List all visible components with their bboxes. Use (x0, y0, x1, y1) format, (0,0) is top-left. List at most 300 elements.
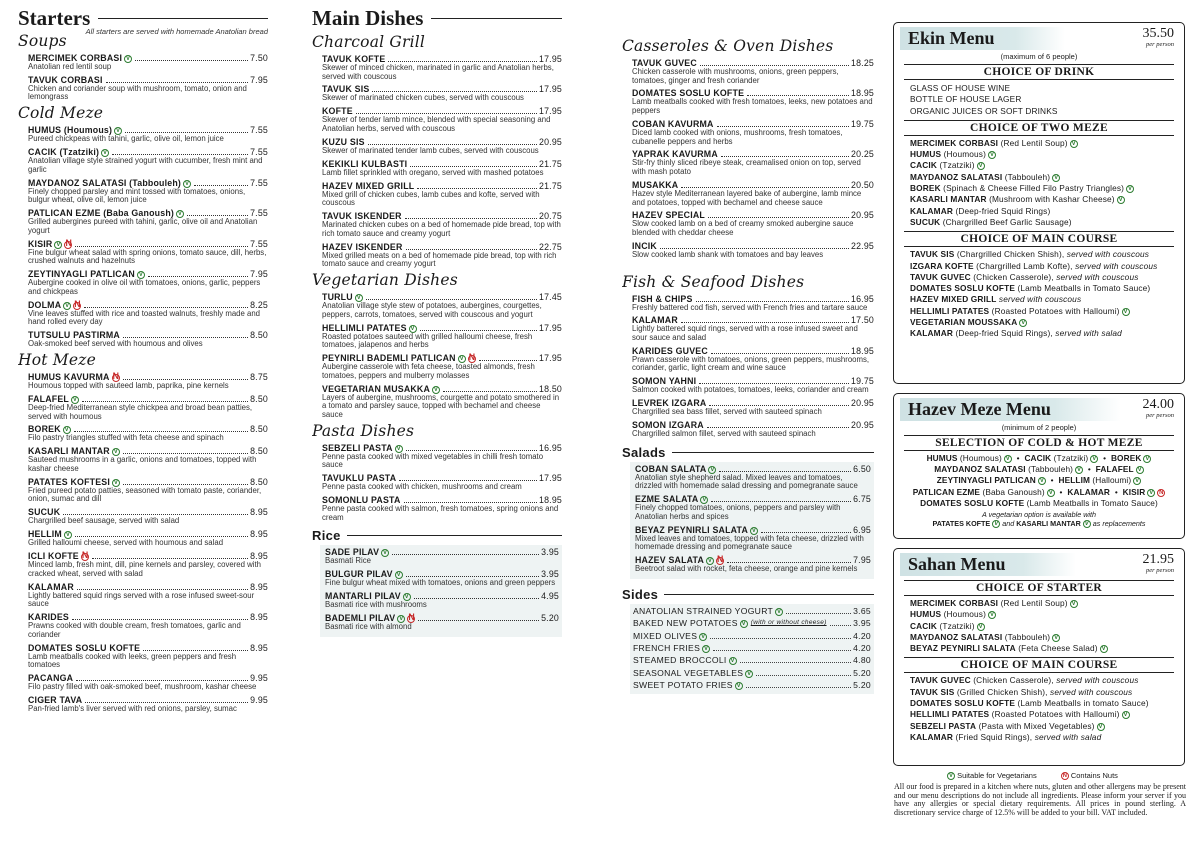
menu-item (635, 525, 871, 552)
set-menu-option: HELLIMLI PATATES (Roasted Potatoes with Halloumi) V (910, 305, 1128, 316)
veg-mark-icon: V (1101, 646, 1106, 653)
veg-mark-icon: V (1005, 456, 1010, 462)
veg-mark-icon: V (978, 623, 983, 630)
veg-mark-icon: V (177, 211, 183, 218)
menu-item-desc: Marinated chicken cubes on a bed of homemade pide bread, top with rich tomato sauce and creamy yogurt (322, 220, 561, 238)
side-name: ANATOLIAN STRAINED YOGURT (633, 606, 774, 617)
menu-item-name: TURLU (322, 292, 353, 303)
menu-item (322, 323, 562, 350)
menu-item-price: 7.55 (250, 177, 268, 188)
menu-item (322, 137, 562, 156)
side-item (633, 618, 871, 628)
veg-mark-icon: V (1054, 634, 1059, 641)
menu-item-price: 6.95 (853, 524, 871, 535)
menu-item-desc: Filo pastry triangles stuffed with feta cheese and spinach (28, 433, 224, 443)
set-menu-option: SEBZELI PASTA (Pasta with Mixed Vegetables) V (910, 720, 1103, 731)
sahan-starters (894, 598, 1184, 654)
veg-mark-icon: V (356, 295, 361, 302)
menu-item (28, 529, 268, 548)
menu-item (632, 315, 874, 342)
leader-dots (746, 687, 851, 688)
menu-item-price: 20.95 (850, 420, 874, 431)
legend (945, 771, 1118, 780)
veg-mark-icon: V (701, 633, 706, 640)
menu-item-desc: Hazev style Mediterranean layered bake of aubergine, lamb mince and potatoes, topped with bechamel and cheese sauce (632, 188, 862, 207)
menu-item-desc: Chargrilled beef sausage, served with salad (28, 516, 180, 526)
leader-dots (392, 554, 539, 555)
set-menus-column (890, 22, 1188, 848)
side-name: FRENCH FRIES (633, 642, 701, 653)
veg-mark-icon: V (710, 466, 715, 473)
leader-dots (420, 330, 537, 331)
menu-item-name: CIGER TAVA (28, 694, 83, 705)
soups-list (18, 53, 268, 102)
ekin-meze (894, 138, 1184, 228)
leader-dots (443, 391, 537, 392)
leader-dots (709, 405, 849, 406)
menu-item-price: 19.75 (850, 376, 874, 387)
leader-dots (76, 680, 248, 681)
menu-item-name: PATATES KOFTESI (28, 476, 111, 487)
veg-mark-icon: V (978, 163, 983, 170)
veg-mark-icon: V (994, 520, 999, 527)
side-name: MIXED OLIVES (633, 630, 698, 641)
side-name: SEASONAL VEGETABLES (633, 667, 744, 678)
hazev-veg-note: A vegetarian option is available with PATATES KOFTE V and KASARLI MANTAR V as replacements (932, 510, 1146, 528)
veg-mark-icon: V (747, 670, 752, 677)
starters-subtitle: All starters are served with homemade Anatolian bread (85, 27, 268, 36)
menu-item-price: 22.75 (538, 241, 562, 252)
veg-mark-icon: V (396, 572, 401, 579)
leader-dots (786, 613, 851, 614)
leader-dots (410, 166, 537, 167)
menu-item-price: 8.95 (250, 581, 268, 592)
leader-dots (406, 576, 539, 577)
rice-list (320, 545, 562, 637)
menu-item (28, 446, 268, 473)
sides-list (630, 604, 874, 694)
veg-mark-icon: V (396, 445, 401, 452)
menu-item (28, 612, 268, 639)
menu-item-name: KALAMAR (632, 315, 678, 326)
menu-item (325, 591, 559, 610)
menu-item (322, 292, 562, 319)
pasta-heading: Pasta Dishes (312, 421, 415, 440)
side-price: 3.65 (853, 606, 871, 617)
veg-mark-icon: V (1135, 478, 1140, 485)
veg-mark-icon: V (730, 658, 735, 665)
menu-item-price: 19.75 (850, 118, 874, 129)
menu-item-price: 20.95 (850, 398, 874, 409)
meze-line: MAYDANOZ SALATASI (Tabbouleh) V • FALAFEL V (934, 464, 1142, 475)
menu-item-price: 3.95 (541, 547, 559, 558)
menu-item-price: 5.20 (541, 612, 559, 623)
menu-item-name: HAZEV ISKENDER (322, 241, 403, 252)
menu-item (322, 353, 562, 380)
menu-item-price: 20.95 (538, 136, 562, 147)
casseroles-list (622, 58, 874, 260)
menu-item-desc: Lamb meatballs cooked with leeks, green peppers and fresh tomatoes (28, 651, 237, 670)
menu-item-price: 7.55 (250, 208, 268, 219)
meze-line: DOMATES SOSLU KOFTE (Lamb Meatballs in Tomato Sauce) (920, 497, 1158, 508)
veg-mark-icon: V (703, 645, 709, 652)
menu-item (28, 147, 268, 174)
ekin-menu-box (893, 22, 1185, 384)
menu-item-price: 8.75 (250, 372, 268, 383)
sahan-starter-title: CHOICE OF STARTER (904, 580, 1174, 596)
veg-mark-icon: V (1098, 723, 1103, 730)
set-menu-option: IZGARA KOFTE (Chargrilled Lamb Kofte), served with couscous (910, 260, 1158, 271)
menu-item-desc: Skewer of minced chicken, marinated in garlic and Anatolian herbs, served with couscous (322, 63, 554, 81)
menu-item (28, 643, 268, 670)
menu-item-name: EZME SALATA (635, 494, 699, 505)
menu-item-name: HELLIMLI PATATES (322, 322, 407, 333)
leader-dots (388, 61, 537, 62)
veg-mark-icon: V (184, 180, 190, 187)
menu-item-name: HUMUS KAVURMA (28, 372, 110, 383)
nut-mark-icon: N (74, 298, 81, 309)
menu-item-name: HAZEV MIXED GRILL (322, 180, 415, 191)
set-menu-option: HUMUS (Houmous) V (910, 609, 995, 620)
menu-item-desc: Prawns cooked with double cream, fresh tomatoes, garlic and coriander (28, 621, 241, 639)
menu-item-desc: Chicken casserole with mushrooms, onions, green peppers, tomatoes, ginger and fresh coriander (632, 67, 839, 85)
menu-item (28, 695, 268, 714)
veg-mark-icon: V (56, 241, 61, 248)
sahan-price: 21.95 per person (1142, 552, 1174, 574)
menu-item-price: 8.50 (250, 476, 268, 487)
starters-heading: Starters (18, 8, 268, 28)
leader-dots (417, 188, 537, 189)
veg-mark-icon: V (65, 302, 70, 309)
side-price: 4.20 (853, 630, 871, 641)
charcoal-grill-heading: Charcoal Grill (312, 33, 426, 51)
veg-mark-icon: V (1145, 456, 1150, 462)
set-menu-option: KALAMAR (Deep-fried Squid Rings) (910, 205, 1051, 216)
menu-item-name: PEYNIRLI BADEMLI PATLICAN (322, 353, 456, 364)
leader-dots (368, 144, 537, 145)
leader-dots (404, 502, 537, 503)
leader-dots (356, 113, 537, 114)
leader-dots (123, 484, 248, 485)
menu-item-name: MANTARLI PILAV (325, 590, 401, 601)
menu-item-price: 18.95 (850, 88, 874, 99)
ekin-drink-title: CHOICE OF DRINK (904, 64, 1174, 80)
menu-item-name: SOMON IZGARA (632, 420, 704, 431)
hazev-title: Hazev Meze Menu (900, 398, 1121, 421)
menu-item-desc: Aubergine casserole with feta cheese, toasted almonds, fresh tomatoes, peppers and mulberry molasses (322, 362, 535, 380)
menu-item-name: TAVUK SIS (322, 84, 370, 95)
menu-item-name: SEBZELI PASTA (322, 442, 393, 453)
menu-item-desc: Slow cooked lamb shank with tomatoes and bay leaves (632, 249, 824, 259)
side-price: 3.95 (853, 618, 871, 629)
menu-item-name: TAVUKLU PASTA (322, 473, 397, 484)
leader-dots (740, 662, 851, 663)
menu-item-name: SOMON YAHNI (632, 376, 697, 387)
side-price: 5.20 (853, 667, 871, 678)
veg-mark-icon: V (751, 527, 757, 534)
menu-item-desc: Fine bulgur wheat salad with spring onions, tomato sauce, dill, herbs, crushed walnuts and hazelnuts (28, 247, 267, 266)
sahan-main-title: CHOICE OF MAIN COURSE (904, 657, 1174, 673)
menu-item-desc: Freshly battered cod fish, served with French fries and tartare sauce (632, 302, 868, 312)
nut-mark-icon: N (717, 554, 724, 565)
menu-item-price: 16.95 (538, 442, 562, 453)
veg-mark-icon: V (1039, 478, 1044, 485)
set-menu-option: TAVUK GUVEC (Chicken Casserole), served with couscous (910, 675, 1139, 686)
veg-mark-icon: V (1071, 601, 1076, 607)
leader-dots (681, 322, 849, 323)
sahan-menu-box (893, 548, 1185, 766)
menu-item (632, 149, 874, 176)
menu-item-price: 4.95 (541, 590, 559, 601)
menu-item-price: 18.25 (850, 58, 874, 68)
menu-item (28, 125, 268, 144)
menu-item-price: 9.95 (250, 673, 268, 684)
hazev-header (900, 398, 1178, 422)
menu-item-desc: Pan-fried lamb's liver served with red onions, parsley, sumac (28, 703, 237, 713)
set-menu-option: KASARLI MANTAR (Mushroom with Kashar Cheese) V (910, 194, 1123, 205)
set-menu-option: MAYDANOZ SALATASI (Tabbouleh) V (910, 631, 1059, 642)
menu-item-desc: Chargrilled salmon fillet, served with sauteed spinach (632, 429, 816, 439)
menu-item-name: KARIDES GUVEC (632, 345, 708, 356)
menu-item (28, 208, 268, 235)
menu-item-desc: Finely chopped parsley and mint tossed with tomatoes, onions, bulgur wheat, olive oil, lemon juice (28, 186, 246, 205)
menu-item-name: KASARLI MANTAR (28, 446, 110, 457)
menu-item-desc: Houmous topped with sauteed lamb, paprika, pine kernels (28, 381, 229, 391)
set-menu-option: BOREK (Spinach & Cheese Filled Filo Pastry Triangles) V (910, 183, 1133, 194)
side-name: STEAMED BROCCOLI (633, 655, 727, 666)
ekin-meze-title: CHOICE OF TWO MEZE (904, 120, 1174, 136)
set-menu-option: DOMATES SOSLU KOFTE (Lamb Meatballs in tomato Sauce) (910, 698, 1149, 709)
casseroles-heading: Casseroles & Oven Dishes (622, 37, 834, 55)
nut-mark-icon: N (1159, 489, 1164, 496)
leader-dots (830, 625, 851, 626)
menu-item-desc: Fried pureed potato patties, seasoned with tomato paste, coriander, onion, sumac and dill (28, 485, 262, 504)
drink-option: ORGANIC JUICES OR SOFT DRINKS (910, 105, 1058, 116)
ekin-title: Ekin Menu (900, 27, 1065, 50)
menu-item (325, 569, 559, 588)
leader-dots (372, 91, 537, 92)
menu-item-price: 17.95 (538, 106, 562, 117)
menu-item-price: 8.95 (250, 642, 268, 653)
menu-item-price: 6.75 (853, 494, 871, 505)
menu-item (322, 54, 562, 81)
menu-item-name: MUSAKKA (632, 179, 679, 190)
menu-item-name-row (632, 294, 874, 304)
main-dishes-column (312, 8, 562, 637)
leader-dots (700, 65, 849, 66)
leader-dots (123, 337, 248, 338)
menu-item-desc: Minced lamb, fresh mint, dill, pine kernels and parsley, covered with cracked wheat, served with salad (28, 560, 262, 578)
menu-item-price: 18.95 (850, 345, 874, 356)
salads-list (630, 462, 874, 579)
leader-dots (92, 558, 248, 559)
leader-dots (187, 215, 248, 216)
menu-item-desc: Prawn casserole with tomatoes, onions, green peppers, mushrooms, coriander, garlic, light cream and wine sauce (632, 354, 870, 373)
menu-item (322, 495, 562, 522)
menu-item-desc: Vine leaves stuffed with rice and toasted walnuts, freshly made and hand rolled every day (28, 308, 261, 327)
menu-item-price: 20.25 (850, 149, 874, 160)
fish-list (622, 294, 874, 439)
menu-item (28, 507, 268, 526)
vegetarian-list (312, 292, 562, 419)
leader-dots (406, 450, 537, 451)
menu-item-name: HAZEV SALATA (635, 555, 705, 566)
side-note: (with or without cheese) (750, 619, 827, 627)
veg-mark-icon: V (1123, 712, 1128, 719)
menu-item-price: 18.50 (538, 383, 562, 394)
leader-dots (717, 126, 849, 127)
menu-item (28, 582, 268, 609)
menu-item-name: FISH & CHIPS (632, 293, 693, 304)
leader-dots (399, 480, 537, 481)
menu-item (635, 494, 871, 521)
nut-mark-icon: N (468, 352, 476, 363)
menu-item-desc: Finely chopped tomatoes, onions, peppers and parsley with Anatolian herbs and spices (635, 503, 841, 521)
menu-item (28, 477, 268, 504)
menu-item (632, 119, 874, 146)
set-menu-option: KALAMAR (Deep-fried Squid Rings), served with salad (910, 328, 1122, 339)
nut-mark-icon: N (408, 611, 415, 622)
menu-item (28, 75, 268, 102)
menu-item-price: 17.95 (538, 54, 562, 64)
legend-veg: V Suitable for Vegetarians (948, 771, 1037, 780)
menu-item-price: 8.95 (250, 551, 268, 562)
menu-item-price: 20.50 (850, 179, 874, 190)
hazev-lines (894, 453, 1184, 509)
leader-dots (479, 360, 537, 361)
veg-mark-icon: V (116, 128, 121, 135)
drink-option: GLASS OF HOUSE WINE (910, 83, 1011, 93)
leader-dots (660, 248, 849, 249)
set-menu-option: HAZEV MIXED GRILL served with couscous (910, 294, 1082, 305)
menu-item-name: TUTSULU PASTIRMA (28, 330, 120, 341)
veg-mark-icon: V (65, 532, 71, 539)
menu-item (322, 443, 562, 470)
menu-item-desc: Grilled aubergines pureed with tahini, garlic, olive oil and Anatolian yogurt (28, 217, 258, 235)
menu-item (632, 346, 874, 373)
menu-item-name: ZEYTINYAGLI PATLICAN (28, 269, 135, 280)
menu-item (28, 424, 268, 443)
veg-mark-icon: V (1118, 197, 1123, 204)
casseroles-column (622, 36, 874, 694)
menu-item-price: 18.95 (538, 495, 562, 505)
ekin-price: 35.50 per person (1142, 26, 1174, 48)
leader-dots (366, 299, 537, 300)
veg-mark-icon: V (459, 356, 464, 363)
menu-item-name: KOFTE (322, 106, 353, 117)
leader-dots (63, 514, 248, 515)
set-menu-option: DOMATES SOSLU KOFTE (Lamb Meatballs in Tomato Sauce) (910, 283, 1151, 294)
leader-dots (85, 702, 248, 703)
sides-heading: Sides (622, 587, 874, 602)
veg-mark-icon: V (126, 56, 131, 62)
menu-item (325, 613, 559, 632)
menu-item-name: YAPRAK KAVURMA (632, 149, 718, 160)
menu-item (322, 106, 562, 133)
menu-item (635, 464, 871, 491)
menu-item-desc: Fine bulgur wheat mixed with tomatoes, onions and green peppers (325, 578, 556, 588)
side-item (633, 606, 871, 616)
leader-dots (75, 536, 248, 537)
leader-dots (696, 301, 849, 302)
menu-item (28, 551, 268, 578)
meze-line: PATLICAN EZME (Baba Ganoush) V • KALAMAR • KISIR V N (912, 486, 1164, 497)
leader-dots (721, 156, 849, 157)
menu-item-name: CACIK (Tzatziki) (28, 147, 100, 158)
menu-item-desc: Penne pasta cooked with chicken, mushrooms and cream (322, 482, 522, 492)
leader-dots (708, 217, 849, 218)
menu-item-name: HAZEV SPECIAL (632, 210, 705, 221)
menu-item-desc: Anatolian village style stew of potatoes, aubergines, courgettes, peppers, carrots, tomatoes, served with couscous and yogurt (322, 301, 542, 319)
vegetarian-heading: Vegetarian Dishes (312, 271, 458, 290)
side-item (633, 643, 871, 653)
menu-item-price: 6.50 (853, 463, 871, 474)
menu-item (632, 210, 874, 237)
menu-item-desc: Lightly battered squid rings, served with a rose infused sweet and sour sauce and salad (632, 324, 858, 342)
hazev-price: 24.00 per person (1142, 397, 1174, 419)
cold-meze-list (18, 125, 268, 348)
menu-item-name: KARIDES (28, 612, 69, 623)
menu-item-desc: Chicken and coriander soup with mushroom, tomato, onion and lemongrass (28, 83, 247, 102)
menu-item-name: VEGETARIAN MUSAKKA (322, 383, 431, 394)
menu-item-price: 16.95 (850, 293, 874, 304)
meze-line: ZEYTINYAGLI PATLICAN V • HELLIM (Halloumi) V (936, 475, 1140, 486)
nut-mark-icon: N (1062, 773, 1067, 779)
menu-item-price: 17.50 (850, 315, 874, 326)
menu-item-desc: Mixed grilled meats on a bed of homemade pide bread, top with rich tomato sauce and creamy yogurt (322, 250, 557, 269)
menu-item-price: 8.25 (250, 299, 268, 310)
set-menu-option: HUMUS (Houmous) V (910, 149, 995, 160)
menu-item-price: 9.95 (250, 694, 268, 705)
menu-item (632, 294, 874, 313)
leader-dots (123, 453, 248, 454)
menu-item-desc: Basmati Rice (325, 556, 371, 566)
leader-dots (82, 401, 248, 402)
menu-item (322, 211, 562, 238)
veg-mark-icon: V (113, 479, 119, 486)
menu-item-name: TAVUK CORBASI (28, 74, 103, 85)
menu-item (28, 269, 268, 296)
set-menu-option: KALAMAR (Fried Squid Rings), served with salad (910, 731, 1102, 742)
menu-item-price: 17.95 (538, 353, 562, 364)
menu-item-name: PATLICAN EZME (Baba Ganoush) (28, 208, 175, 219)
side-item (633, 631, 871, 641)
menu-item-price: 7.50 (250, 53, 268, 63)
set-menu-option: MERCIMEK CORBASI (Red Lentil Soup) V (910, 598, 1076, 608)
menu-item-price: 8.50 (250, 330, 268, 341)
menu-item-price: 17.45 (538, 292, 562, 303)
menu-item-name: HUMUS (Houmous) (28, 125, 113, 136)
menu-item-price: 8.50 (250, 424, 268, 435)
leader-dots (74, 431, 248, 432)
veg-mark-icon: V (1048, 489, 1053, 496)
leader-dots (406, 249, 537, 250)
menu-item-desc: Lightly battered squid rings served with a rose infused sweet-sour sauce (28, 590, 255, 609)
veg-mark-icon: V (702, 497, 707, 504)
menu-item-desc: Salmon cooked with potatoes, tomatoes, leeks, coriander and cream (632, 385, 869, 395)
side-item (633, 680, 871, 690)
side-name: BAKED NEW POTATOES (633, 618, 738, 629)
menu-item-desc: Filo pastry filled with oak-smoked beef, mushroom, kashar cheese (28, 682, 257, 692)
leader-dots (72, 619, 248, 620)
menu-item-name: SOMONLU PASTA (322, 495, 401, 505)
menu-item-desc: Anatolian village style strained yogurt with cucumber, fresh mint and garlic (28, 156, 263, 174)
veg-mark-icon: V (1054, 174, 1059, 181)
main-dishes-heading: Main Dishes (312, 8, 562, 28)
set-menu-option: MERCIMEK CORBASI (Red Lentil Soup) V (910, 137, 1076, 148)
menu-item (322, 181, 562, 208)
set-menu-option: BEYAZ PEYNIRLI SALATA (Feta Cheese Salad) V (910, 643, 1106, 654)
